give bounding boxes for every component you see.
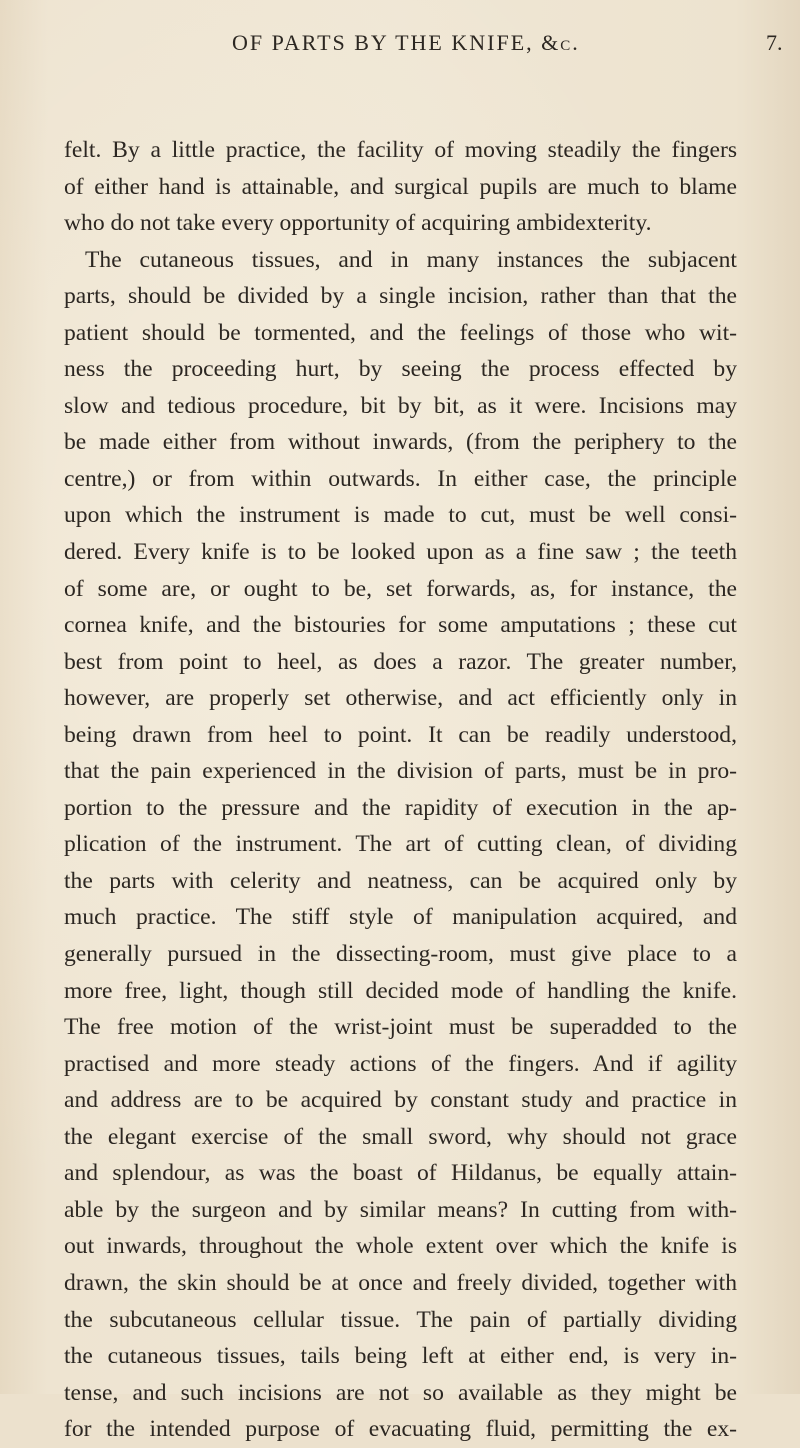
text-line: the subcutaneous cellular tissue. The pain of partially dividing — [64, 1306, 737, 1333]
text-line: that the pain experienced in the division of parts, must be in pro- — [64, 758, 737, 785]
text-line: who do not take every opportunity of acquiring ambidexterity. — [64, 210, 652, 237]
text-line: best from point to heel, as does a razor. The greater number, — [64, 648, 737, 675]
text-line: ness the proceeding hurt, by seeing the process effected by — [64, 356, 737, 383]
page-number: 7. — [766, 30, 783, 55]
text-line: for the intended purpose of evacuating fluid, permitting the ex- — [64, 1416, 737, 1443]
text-line: the parts with celerity and neatness, can be acquired only by — [64, 867, 737, 894]
text-line: plication of the instrument. The art of cutting clean, of dividing — [64, 831, 737, 858]
text-line: felt. By a little practice, the facility of moving steadily the fingers — [64, 137, 737, 163]
text-line: much practice. The stiff style of manipulation acquired, and — [64, 904, 737, 931]
running-head — [0, 30, 800, 64]
text-line: however, are properly set otherwise, and act efficiently only in — [64, 685, 737, 712]
text-line: and address are to be acquired by constant study and practice in — [64, 1087, 737, 1114]
text-line: The free motion of the wrist-joint must be superadded to the — [64, 1014, 737, 1041]
text-line: parts, should be divided by a single incision, rather than that the — [64, 283, 737, 310]
text-line: portion to the pressure and the rapidity of execution in the ap- — [64, 794, 737, 821]
text-line: dered. Every knife is to be looked upon as a fine saw ; the teeth — [64, 539, 737, 566]
text-line: the elegant exercise of the small sword, why should not grace — [64, 1123, 737, 1150]
text-line: of either hand is attainable, and surgical pupils are much to blame — [64, 173, 737, 200]
text-line: able by the surgeon and by similar means? In cutting from with- — [64, 1196, 737, 1223]
text-line: patient should be tormented, and the feelings of those who wit- — [64, 319, 737, 346]
running-title: OF PARTS BY THE KNIFE, &c. — [232, 30, 580, 55]
text-line: be made either from without inwards, (from the periphery to the — [64, 429, 737, 456]
body-text — [64, 132, 737, 1448]
text-line: being drawn from heel to point. It can be readily understood, — [64, 721, 737, 748]
text-line: The cutaneous tissues, and in many instances the subjacent — [85, 246, 737, 273]
text-line: the cutaneous tissues, tails being left at either end, is very in- — [64, 1343, 737, 1370]
text-line: slow and tedious procedure, bit by bit, as it were. Incisions may — [64, 392, 737, 419]
text-line: of some are, or ought to be, set forwards, as, for instance, the — [64, 575, 737, 602]
text-line: tense, and such incisions are not so available as they might be — [64, 1379, 737, 1406]
text-line: drawn, the skin should be at once and freely divided, together with — [64, 1269, 737, 1296]
text-line: cornea knife, and the bistouries for some amputations ; these cut — [64, 612, 737, 639]
text-line: more free, light, though still decided mode of handling the knife. — [64, 977, 737, 1004]
text-line: centre,) or from within outwards. In either case, the principle — [64, 465, 737, 492]
text-line: out inwards, throughout the whole extent over which the knife is — [64, 1233, 737, 1260]
text-line: generally pursued in the dissecting-room, must give place to a — [64, 941, 737, 968]
text-line: and splendour, as was the boast of Hildanus, be equally attain- — [64, 1160, 737, 1187]
text-line: practised and more steady actions of the fingers. And if agility — [64, 1050, 737, 1077]
text-line: upon which the instrument is made to cut, must be well consi- — [64, 502, 737, 529]
